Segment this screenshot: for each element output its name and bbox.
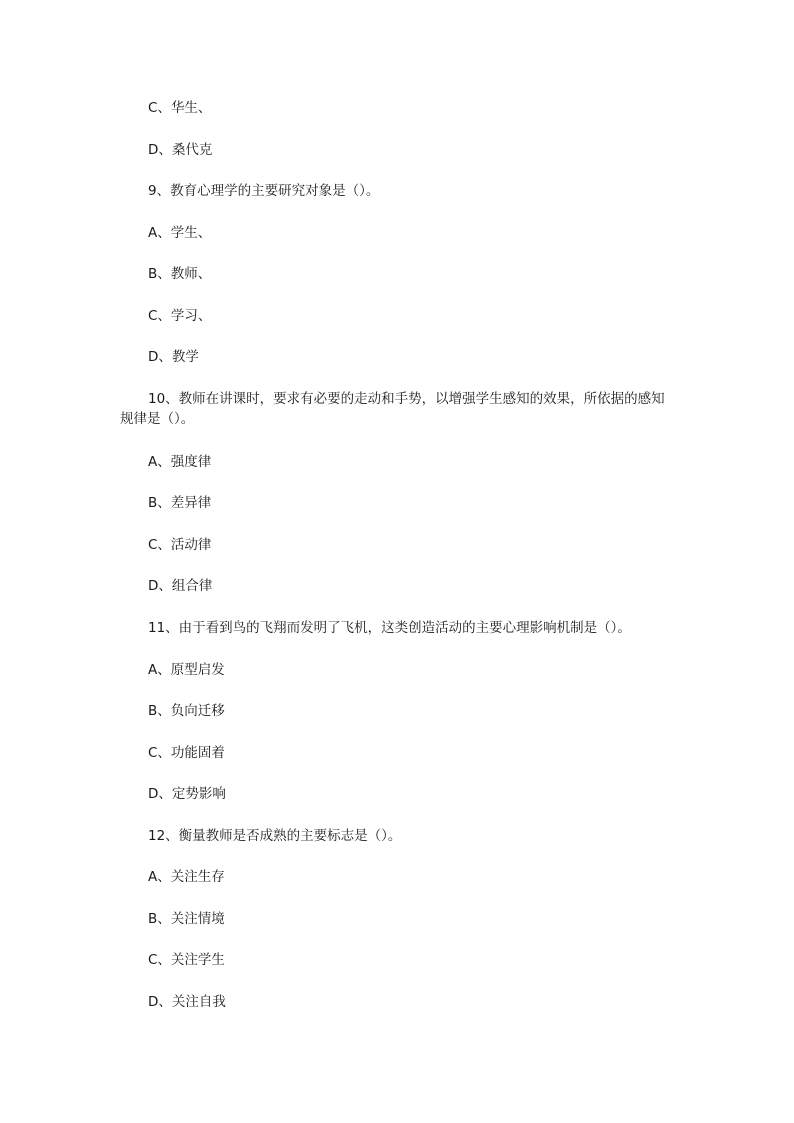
question-11: 11、由于看到鸟的飞翔而发明了飞机，这类创造活动的主要心理影响机制是（）。 bbox=[148, 620, 631, 636]
q12-option-a: A、关注生存 bbox=[148, 869, 225, 885]
q12-option-c: C、关注学生 bbox=[148, 952, 225, 968]
q11-option-c: C、功能固着 bbox=[148, 745, 225, 761]
question-9: 9、教育心理学的主要研究对象是（）。 bbox=[148, 183, 380, 199]
q9-option-a: A、学生、 bbox=[148, 225, 212, 241]
q11-option-b: B、负向迁移 bbox=[148, 703, 225, 719]
q10-option-c: C、活动律 bbox=[148, 537, 212, 553]
q9-option-b: B、教师、 bbox=[148, 266, 212, 282]
question-12: 12、衡量教师是否成熟的主要标志是（）。 bbox=[148, 828, 402, 844]
q10-option-a: A、强度律 bbox=[148, 454, 212, 470]
q11-option-a: A、原型启发 bbox=[148, 662, 225, 678]
q9-option-d: D、教学 bbox=[148, 349, 199, 365]
q9-option-c: C、学习、 bbox=[148, 308, 212, 324]
q10-option-b: B、差异律 bbox=[148, 495, 212, 511]
question-10: 10、教师在讲课时，要求有必要的走动和手势，以增强学生感知的效果，所依据的感知规律是（）。 bbox=[120, 391, 665, 427]
q11-option-d: D、定势影响 bbox=[148, 786, 226, 802]
q12-option-d: D、关注自我 bbox=[148, 994, 226, 1010]
option-c-huasheng: C、华生、 bbox=[148, 100, 212, 116]
q10-option-d: D、组合律 bbox=[148, 578, 213, 594]
option-d-thorndike: D、桑代克 bbox=[148, 142, 213, 158]
q12-option-b: B、关注情境 bbox=[148, 911, 225, 927]
